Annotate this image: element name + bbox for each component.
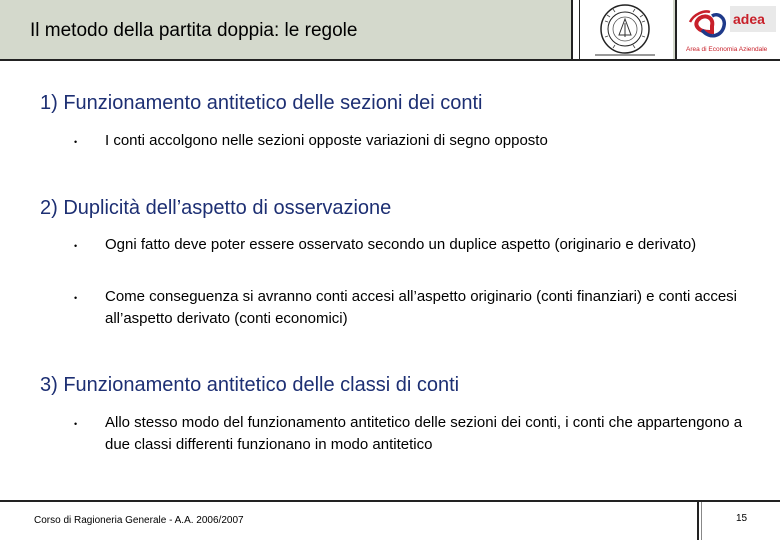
slide-title: Il metodo della partita doppia: le regole (30, 20, 358, 41)
university-seal-icon (595, 3, 655, 55)
bullet-icon: • (74, 293, 78, 303)
bullet-text: Come conseguenza si avranno conti accesi all’aspetto originario (conti finanziari) e conti accesi all’aspetto derivato (conti economici) (105, 288, 737, 327)
footer-divider (0, 500, 780, 502)
adea-subtitle: Area di Economia Aziendale (686, 46, 768, 53)
university-logo-box (571, 0, 673, 59)
bullet-text: Ogni fatto deve poter essere osservato secondo un duplice aspetto (originario e derivato) (105, 236, 697, 253)
adea-wordmark: adea (733, 11, 765, 27)
adea-logo-box (675, 0, 780, 59)
footer-course: Corso di Ragioneria Generale - A.A. 2006/2007 (34, 515, 244, 526)
bullet-text: I conti accolgono nelle sezioni opposte variazioni di segno opposto (105, 132, 548, 149)
slide-header (0, 0, 780, 60)
page-number: 15 (736, 513, 748, 524)
footer-separator (697, 500, 699, 540)
section-heading-1: 1) Funzionamento antitetico delle sezioni dei conti (40, 92, 483, 114)
section-heading-2: 2) Duplicità dell’aspetto di osservazione (40, 197, 392, 219)
bullet-text: Allo stesso modo del funzionamento antitetico delle sezioni dei conti, i conti che appartengono a due classi differenti funzionano in modo antitetico (105, 414, 743, 453)
bullet-icon: • (74, 137, 78, 147)
bullet-icon: • (74, 419, 78, 429)
adea-logo-icon (680, 2, 780, 58)
section-heading-3: 3) Funzionamento antitetico delle classi di conti (40, 374, 460, 396)
footer-separator-inner (701, 502, 702, 540)
bullet-icon: • (74, 241, 78, 251)
